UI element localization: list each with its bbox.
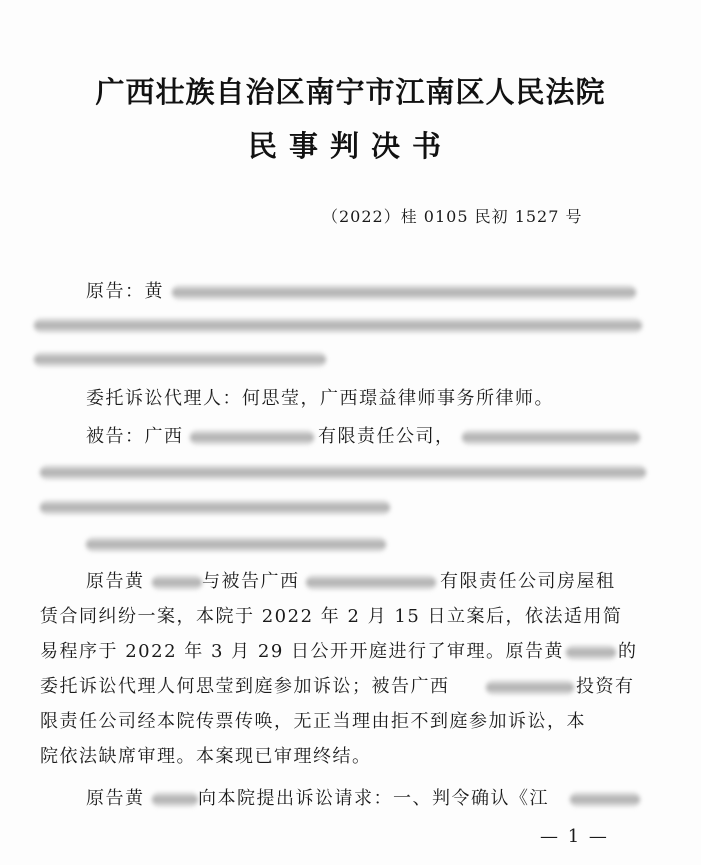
body-text: 原告黄 <box>86 788 145 809</box>
body-text: 与被告广西 <box>202 571 300 592</box>
body-text: 限责任公司经本院传票传唤，无正当理由拒不到庭参加诉讼，本 <box>40 711 586 732</box>
defendant-prefix: 被告：广西 <box>86 426 184 447</box>
case-number: （2022）桂 0105 民初 1527 号 <box>322 207 583 226</box>
body-text: 向本院提出诉讼请求：一、判令确认《江 <box>198 788 549 809</box>
body-text: 原告黄 <box>86 571 145 592</box>
redaction-blur <box>40 465 646 480</box>
redaction-blur <box>34 318 642 333</box>
redaction-blur <box>86 537 386 552</box>
redaction-blur <box>152 575 202 590</box>
body-text: 有限责任公司房屋租 <box>440 571 616 592</box>
body-text: 委托诉讼代理人何思莹到庭参加诉讼；被告广西 <box>40 676 450 697</box>
body-text: 赁合同纠纷一案，本院于 2022 年 2 月 15 日立案后，依法适用简 <box>40 606 623 627</box>
body-text: 的 <box>618 641 638 662</box>
redaction-blur <box>462 430 640 445</box>
page-number: — 1 — <box>540 826 609 847</box>
redaction-blur <box>570 792 640 807</box>
redaction-blur <box>34 352 326 367</box>
agent-line: 委托诉讼代理人：何思莹，广西璟益律师事务所律师。 <box>86 388 554 409</box>
document-type-title: 民事判决书 <box>247 129 453 163</box>
body-text: 投资有 <box>576 676 635 697</box>
redaction-blur <box>152 792 198 807</box>
defendant-suffix: 有限责任公司， <box>318 426 455 447</box>
body-text: 易程序于 2022 年 3 月 29 日公开开庭进行了审理。原告黄 <box>40 641 564 662</box>
plaintiff-line: 原告：黄 <box>86 281 164 302</box>
redaction-blur <box>306 575 436 590</box>
redaction-blur <box>172 285 636 300</box>
redaction-blur <box>486 680 574 695</box>
court-name-title: 广西壮族自治区南宁市江南区人民法院 <box>95 75 606 109</box>
redaction-blur <box>40 500 390 515</box>
redaction-blur <box>190 430 314 445</box>
body-text: 院依法缺席审理。本案现已审理终结。 <box>40 746 372 767</box>
redaction-blur <box>566 645 616 660</box>
